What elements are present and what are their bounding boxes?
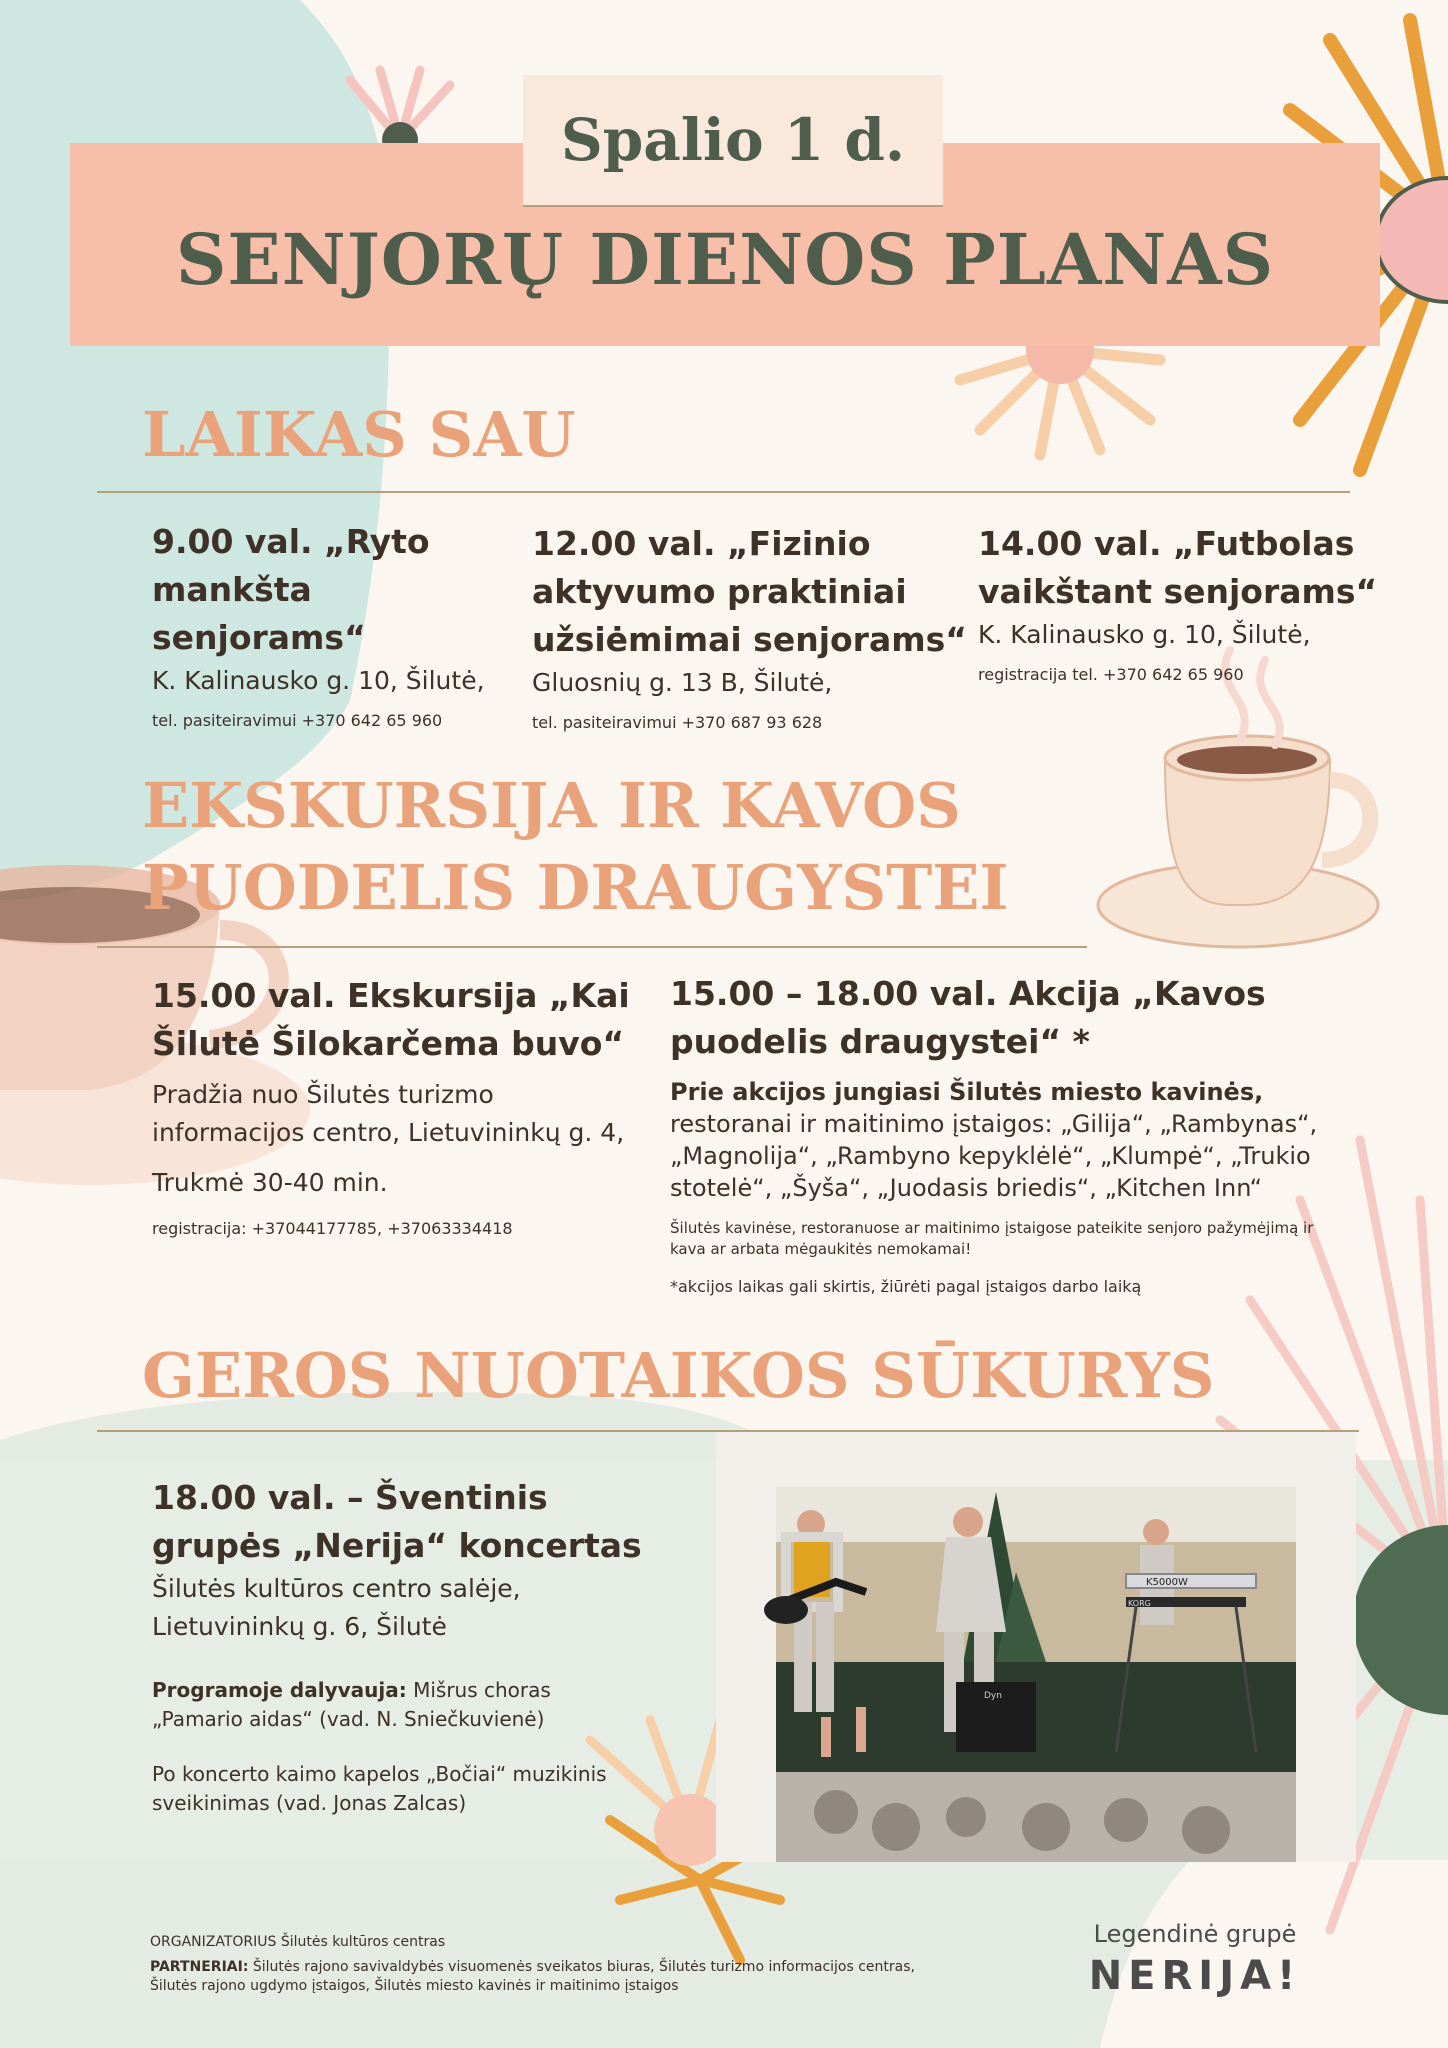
section-heading-geros-nuotaikos: GEROS NUOTAIKOS SŪKURYS — [142, 1339, 1215, 1412]
brand-name: NERIJA! — [1088, 1953, 1302, 1999]
excursion-block — [152, 972, 672, 1240]
after-line: Po koncerto kaimo kapelos „Bočiai“ muzikinis — [152, 1762, 607, 1786]
brand-tagline: Legendinė grupė — [1093, 1920, 1297, 1948]
partners-text: Šilutės rajono savivaldybės visuomenės sveikatos biuras, Šilutės turizmo informacijos centras, — [252, 1959, 915, 1975]
program — [152, 1676, 712, 1734]
event-address: informacijos centro, Lietuvininkų g. 4, — [152, 1118, 625, 1147]
partners — [150, 1958, 1050, 1977]
concert-block — [152, 1474, 712, 1818]
brand-logo — [1080, 1918, 1310, 2002]
after-line: sveikinimas (vad. Jonas Zalcas) — [152, 1791, 467, 1815]
event-title: 15.00 val. Ekskursija „Kai — [152, 976, 630, 1015]
amplifier-label: Dyn — [984, 1691, 1002, 1701]
heading-line: PUODELIS DRAUGYSTEI — [142, 851, 1009, 924]
event-address: K. Kalinausko g. 10, Šilutė, — [152, 666, 485, 695]
after-concert — [152, 1760, 712, 1818]
program-label: Programoje dalyvauja: — [152, 1678, 407, 1702]
coffee-cup-right — [1098, 650, 1378, 947]
event-address: Pradžia nuo Šilutės turizmo — [152, 1080, 494, 1109]
event-title: 12.00 val. „Fizinio — [532, 524, 871, 563]
note-line: Šilutės kavinėse, restoranuose ar maitinimo įstaigose pateikite senjoro pažymėjimą ir — [670, 1219, 1314, 1237]
event-title: 18.00 val. – Šventinis — [152, 1478, 548, 1517]
organizer-line — [150, 1933, 1050, 1952]
event-title: senjorams“ — [152, 618, 366, 657]
event-title: vaikštant senjorams“ — [978, 572, 1378, 611]
event-title: 14.00 val. „Futbolas — [978, 524, 1355, 563]
event-address: Gluosnių g. 13 B, Šilutė, — [532, 668, 833, 697]
event-address: Lietuvininkų g. 6, Šilutė — [152, 1612, 447, 1641]
organizer-label: ORGANIZATORIUS — [150, 1934, 277, 1950]
participants-list — [670, 1076, 1360, 1204]
keyboard-label: K5000W — [1146, 1577, 1188, 1588]
event-card — [978, 520, 1378, 686]
event-title: 9.00 val. „Ryto — [152, 522, 430, 561]
partners-text: Šilutės rajono ugdymo įstaigos, Šilutės miesto kavinės ir maitinimo įstaigos — [150, 1978, 679, 1994]
event-address: K. Kalinausko g. 10, Šilutė, — [978, 620, 1311, 649]
event-contact: registracija: +37044177785, +37063334418 — [152, 1219, 513, 1238]
coffee-action-block — [670, 970, 1360, 1298]
keyboard-brand: KORG — [1128, 1599, 1151, 1608]
event-title: 15.00 – 18.00 val. Akcija „Kavos — [670, 974, 1266, 1013]
event-title: grupės „Nerija“ koncertas — [152, 1526, 642, 1565]
section-heading-laikas-sau: LAIKAS SAU — [142, 398, 576, 471]
program-line — [152, 1676, 712, 1705]
concert-photo-drawing — [716, 1432, 1356, 1862]
program-line: „Pamario aidas“ (vad. N. Sniečkuvienė) — [152, 1707, 545, 1731]
heading-line: EKSKURSIJA IR KAVOS — [142, 769, 961, 842]
section-divider — [97, 491, 1350, 493]
desc-line: „Magnolija“, „Rambyno kepyklėlė“, „Klumpė“, „Trukio — [670, 1142, 1311, 1170]
page-title: SENJORŲ DIENOS PLANAS — [175, 218, 1275, 301]
event-card — [532, 520, 972, 734]
concert-photo — [716, 1432, 1356, 1862]
event-contact: tel. pasiteiravimui +370 642 65 960 — [152, 711, 443, 730]
section-heading-ekskursija — [142, 765, 1009, 929]
event-address: Šilutės kultūros centro salėje, — [152, 1574, 521, 1603]
section-divider — [97, 946, 1087, 948]
event-card — [152, 518, 512, 732]
desc-line: stotelė“, „Šyša“, „Juodasis briedis“, „Kitchen Inn“ — [670, 1174, 1263, 1202]
note-line: kava ar arbata mėgaukitės nemokamai! — [670, 1240, 972, 1258]
event-title: puodelis draugystei“ * — [670, 1022, 1090, 1061]
date-label: Spalio 1 d. — [523, 75, 943, 207]
event-duration: Trukmė 30-40 min. — [152, 1168, 388, 1197]
footer-credits — [150, 1933, 1050, 1996]
event-title: mankšta — [152, 570, 312, 609]
organizer-name: Šilutės kultūros centras — [280, 1934, 446, 1950]
note — [670, 1218, 1360, 1260]
event-contact: tel. pasiteiravimui +370 687 93 628 — [532, 713, 823, 732]
event-contact: registracija tel. +370 642 65 960 — [978, 665, 1244, 684]
event-title: aktyvumo praktiniai — [532, 572, 907, 611]
program-text: Mišrus choras — [413, 1678, 551, 1702]
pink-speckled-flower — [1376, 178, 1448, 302]
desc-line: Prie akcijos jungiasi Šilutės miesto kavinės, — [670, 1078, 1264, 1106]
footnote: *akcijos laikas gali skirtis, žiūrėti pagal įstaigos darbo laiką — [670, 1277, 1142, 1296]
partners-label: PARTNERIAI: — [150, 1959, 249, 1975]
desc-line: restoranai ir maitinimo įstaigos: „Gilija“, „Rambynas“, — [670, 1110, 1318, 1138]
event-title: užsiėmimai senjorams“ — [532, 620, 967, 659]
event-title: Šilutė Šilokarčema buvo“ — [152, 1024, 625, 1063]
